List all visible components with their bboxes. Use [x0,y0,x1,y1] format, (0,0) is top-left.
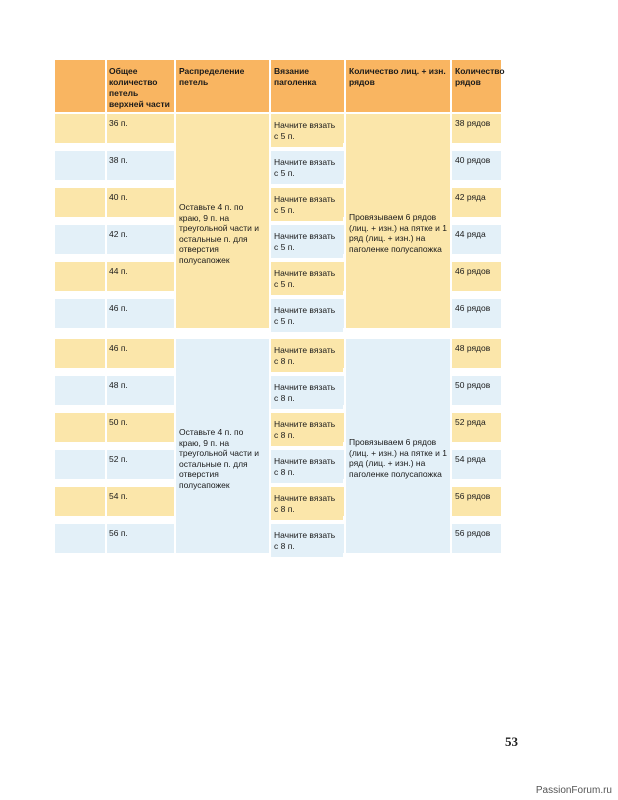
column-divider [269,339,271,561]
stitch-count-cell: 40 п. [109,192,128,202]
header-row-count: Количество рядов [455,66,505,87]
knitting-cell: Начните вязать с 8 п. [274,382,336,403]
row-count-cell: 48 рядов [455,343,491,353]
row-count-cell: 44 ряда [455,229,486,239]
row-count-cell: 42 ряда [455,192,486,202]
stitch-count-cell: 50 п. [109,417,128,427]
row-count-cell: 46 рядов [455,266,491,276]
knitting-cell: Начните вязать с 5 п. [274,120,336,141]
page-number: 53 [505,734,518,749]
column-divider [174,339,176,561]
stitch-count-cell: 42 п. [109,229,128,239]
column-divider [105,114,107,336]
header-knitting: Вязание паголенка [274,66,317,87]
row-count-cell: 54 ряда [455,454,486,464]
column-divider [344,114,346,336]
knitting-cell: Начните вязать с 5 п. [274,305,336,326]
stitch-count-cell: 54 п. [109,491,128,501]
row-count-cell: 56 рядов [455,491,491,501]
knitting-cell: Начните вязать с 5 п. [274,194,336,215]
stitch-count-cell: 46 п. [109,343,128,353]
column-divider [105,339,107,561]
row-count-cell: 38 рядов [455,118,491,128]
table-block-2 [55,339,501,561]
knitting-cell: Начните вязать с 8 п. [274,493,336,514]
row-count-cell: 52 ряда [455,417,486,427]
column-divider [174,114,176,336]
column-divider [269,114,271,336]
stitch-count-cell: 44 п. [109,266,128,276]
distribution-cell: Оставьте 4 п. по краю, 9 п. на треугольной части и остальные п. для отверстия полусапожек [179,202,260,265]
footer-watermark: PassionForum.ru [535,785,612,796]
column-divider [450,114,452,336]
knitting-cell: Начните вязать с 8 п. [274,419,336,440]
column-divider [344,339,346,561]
knitting-table [55,60,505,561]
stitch-count-cell: 36 п. [109,118,128,128]
table-header [55,60,505,112]
row-count-cell: 50 рядов [455,380,491,390]
stitch-count-cell: 52 п. [109,454,128,464]
knitting-cell: Начните вязать с 8 п. [274,345,336,366]
knitting-cell: Начните вязать с 8 п. [274,456,336,477]
row-count-cell: 56 рядов [455,528,491,538]
header-total-stitches: Общее количество петель верхней части [109,66,170,109]
knitting-cell: Начните вязать с 5 п. [274,157,336,178]
stitch-count-cell: 56 п. [109,528,128,538]
distribution-cell: Оставьте 4 п. по краю, 9 п. на треугольной части и остальные п. для отверстия полусапожек [179,427,260,490]
header-distribution: Распределение петель [179,66,245,87]
knitting-cell: Начните вязать с 5 п. [274,268,336,289]
knitting-cell: Начните вязать с 5 п. [274,231,336,252]
row-count-cell: 46 рядов [455,303,491,313]
header-knit-purl-rows: Количество лиц. + изн. рядов [349,66,446,87]
stitch-count-cell: 46 п. [109,303,128,313]
stitch-count-cell: 48 п. [109,380,128,390]
row-count-cell: 40 рядов [455,155,491,165]
knit-purl-rows-cell: Провязываем 6 рядов (лиц. + изн.) на пятке и 1 ряд (лиц. + изн.) на паголенке полусапожка [349,212,447,254]
knitting-cell: Начните вязать с 8 п. [274,530,336,551]
knit-purl-rows-cell: Провязываем 6 рядов (лиц. + изн.) на пятке и 1 ряд (лиц. + изн.) на паголенке полусапожка [349,437,447,479]
column-divider [450,339,452,561]
stitch-count-cell: 38 п. [109,155,128,165]
table-block-1 [55,114,501,336]
